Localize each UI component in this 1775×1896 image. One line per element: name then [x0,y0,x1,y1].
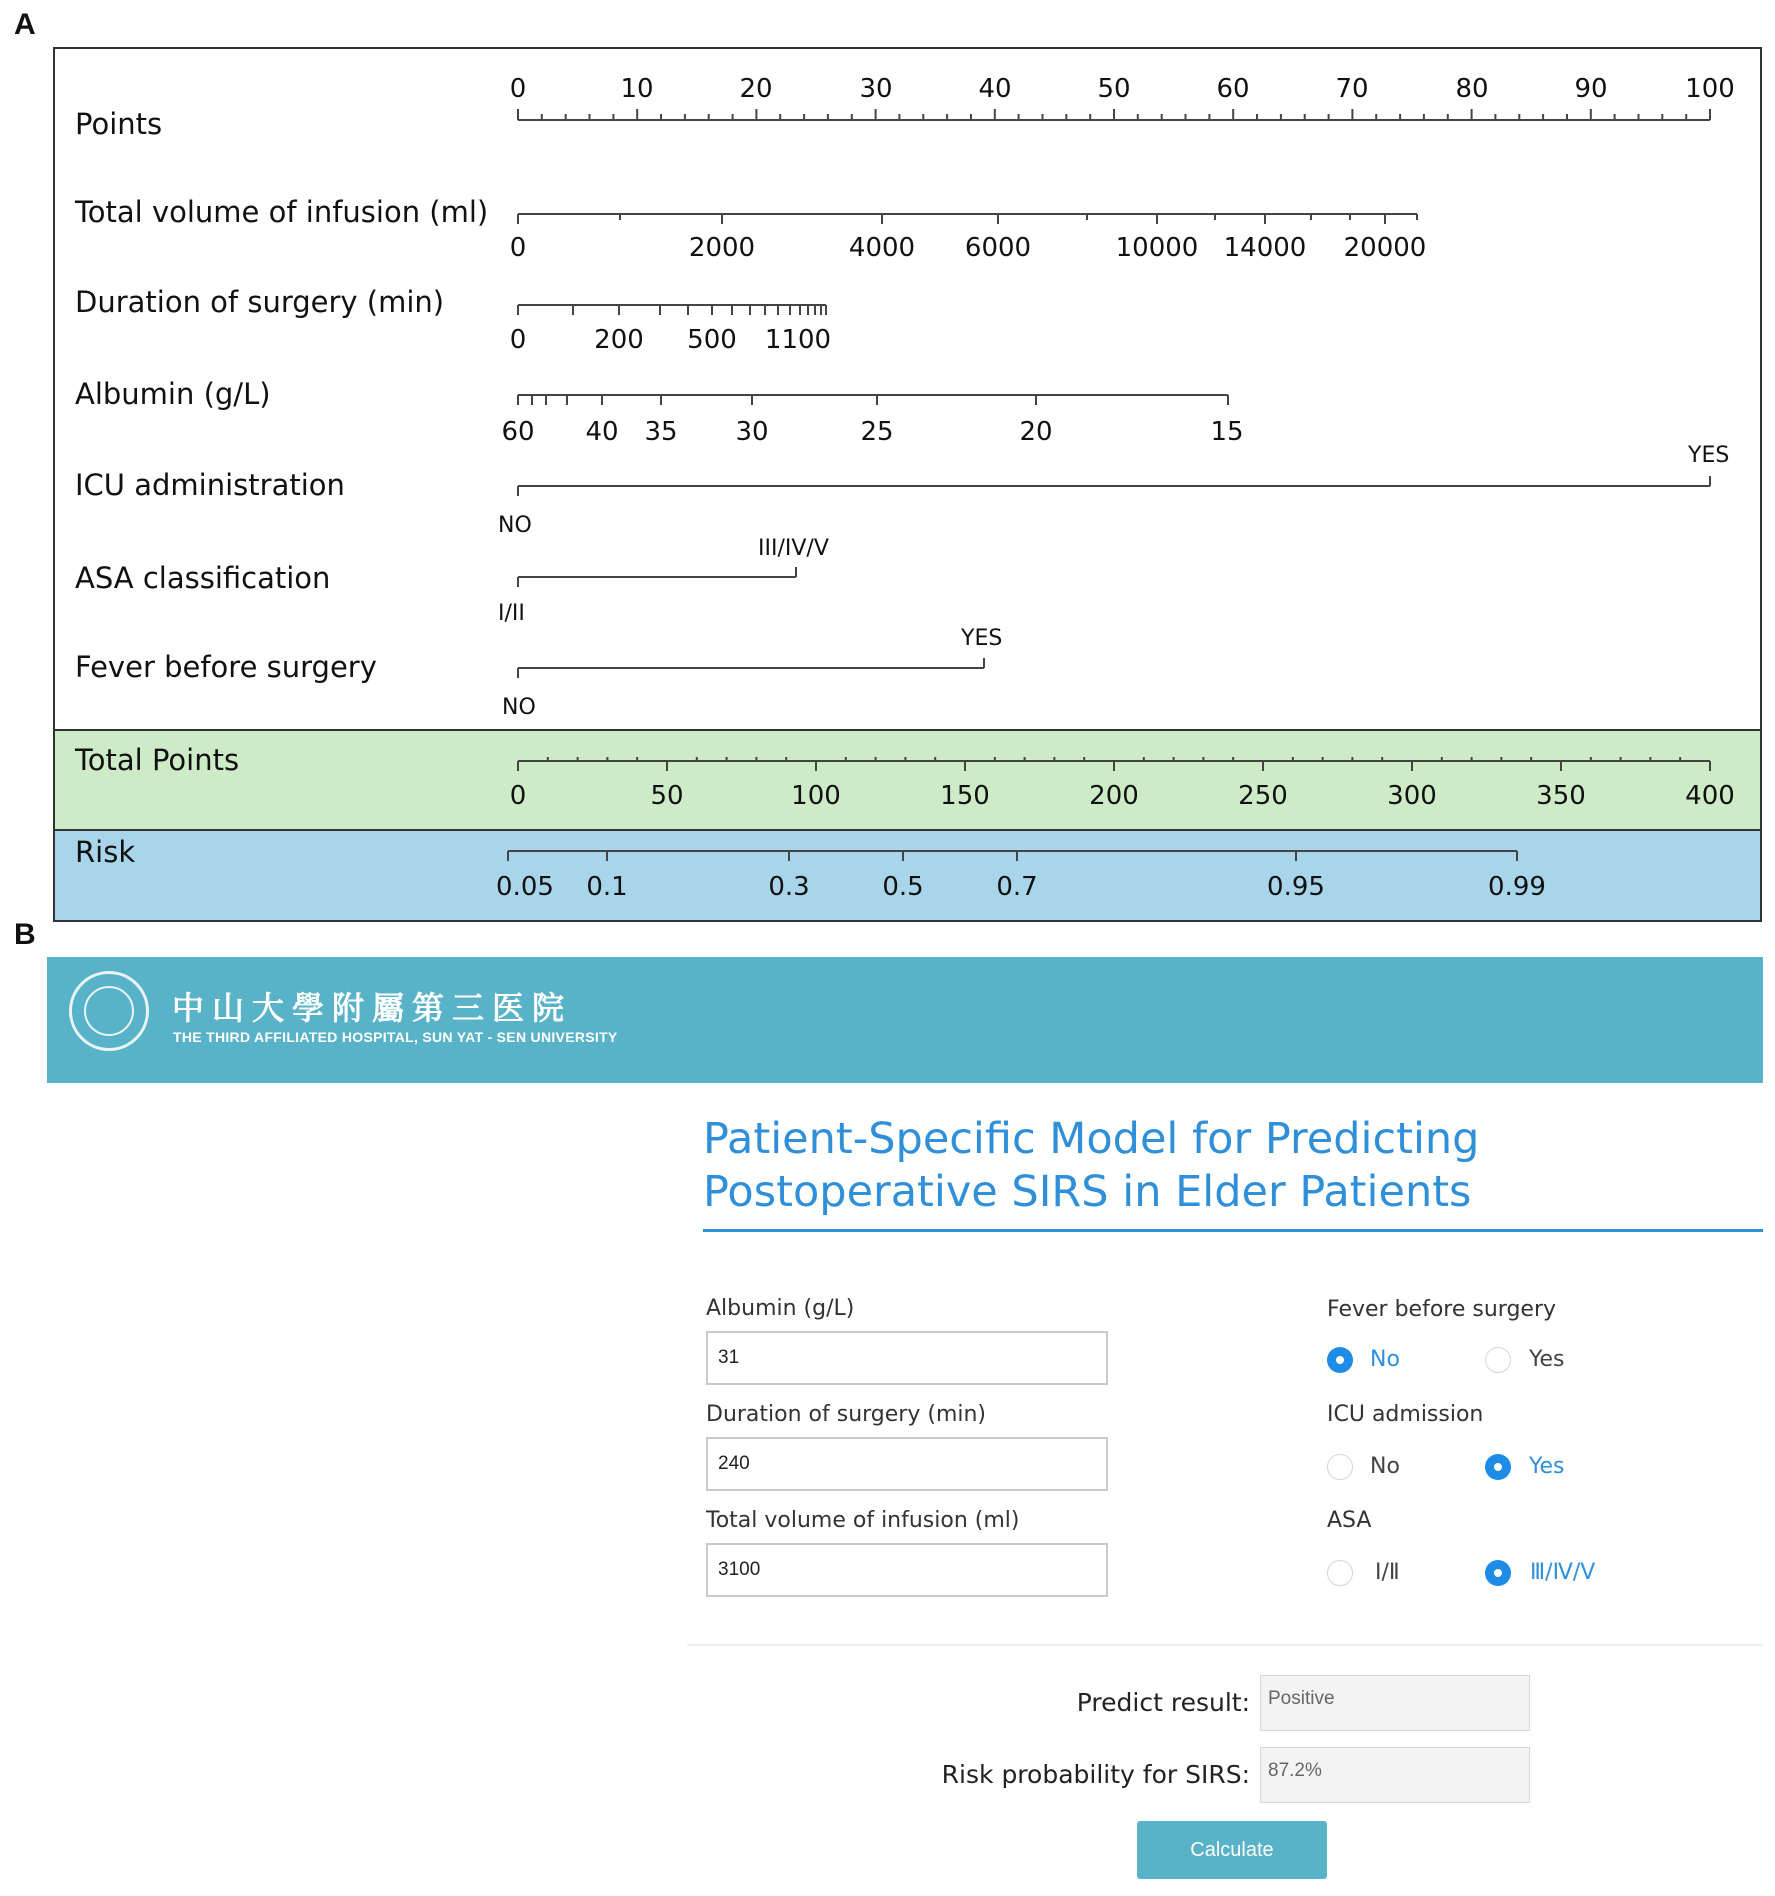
fever-no-radio[interactable] [1327,1347,1353,1373]
asa-low-label: I/II [498,601,525,626]
points-tick-label: 30 [859,74,893,104]
points-tick-label: 20 [739,74,773,104]
icu-no-option-label[interactable]: No [1370,1454,1400,1479]
asa-low-option-label[interactable]: Ⅰ/Ⅱ [1375,1560,1400,1585]
hospital-name-cn: 中山大學附屬第三医院 [172,989,573,1027]
duration-label: Duration of surgery (min) [706,1402,987,1427]
asa-high-radio[interactable] [1485,1560,1511,1586]
fever-no-label: NO [502,695,536,720]
hospital-banner [47,957,1763,1083]
albumin-row-label: Albumin (g/L) [75,377,271,411]
infusion-tick-label: 2000 [688,233,756,263]
total-tick-label: 100 [791,781,841,811]
total-tick-label: 250 [1238,781,1288,811]
asa-low-radio[interactable] [1327,1560,1353,1586]
icu-row-label: ICU administration [75,468,345,502]
infusion-label: Total volume of infusion (ml) [706,1508,1020,1533]
fever-yes-option-label[interactable]: Yes [1529,1347,1565,1372]
albumin-tick-label: 40 [585,417,619,447]
albumin-tick-label: 15 [1210,417,1244,447]
risk-tick-label: 0.05 [496,872,554,902]
panel-label-b: B [14,918,36,951]
risk-probability-field: 87.2% [1260,1747,1530,1803]
infusion-tick-label: 0 [509,233,527,263]
risk-tick-label: 0.3 [768,872,810,902]
total-tick-label: 350 [1536,781,1586,811]
risk-tick-label: 0.95 [1267,872,1325,902]
hospital-logo-icon [69,971,149,1051]
points-tick-label: 80 [1455,74,1489,104]
fever-row-label: Fever before surgery [75,650,377,684]
risk-tick-label: 0.1 [586,872,628,902]
infusion-tick-label: 14000 [1223,233,1307,263]
nomogram [0,0,1775,930]
icu-label: ICU admission [1327,1402,1484,1427]
albumin-label: Albumin (g/L) [706,1296,855,1321]
duration-tick-label: 200 [594,325,644,355]
infusion-tick-label: 4000 [848,233,916,263]
total-tick-label: 300 [1387,781,1437,811]
albumin-tick-label: 35 [644,417,678,447]
total-points-band [54,730,1761,830]
fever-yes-label: YES [961,626,1003,651]
duration-row-label: Duration of surgery (min) [75,285,445,319]
points-tick-label: 10 [620,74,654,104]
asa-label: ASA [1327,1508,1372,1533]
albumin-input[interactable] [706,1331,1108,1385]
infusion-tick-label: 6000 [964,233,1032,263]
section-divider [687,1644,1763,1646]
fever-label: Fever before surgery [1327,1297,1557,1322]
predict-result-label: Predict result: [1076,1688,1250,1717]
panel-label-a: A [14,8,36,41]
points-tick-label: 70 [1335,74,1369,104]
hospital-name-en: THE THIRD AFFILIATED HOSPITAL, SUN YAT - SEN UNIVERSITY [173,1029,618,1045]
calculate-button[interactable]: Calculate [1137,1821,1327,1879]
total-tick-label: 200 [1089,781,1139,811]
albumin-tick-label: 20 [1019,417,1053,447]
infusion-tick-label: 20000 [1343,233,1427,263]
icu-yes-option-label[interactable]: Yes [1529,1454,1565,1479]
points-tick-label: 50 [1097,74,1131,104]
icu-no-radio[interactable] [1327,1454,1353,1480]
albumin-tick-label: 60 [501,417,535,447]
points-tick-label: 90 [1574,74,1608,104]
risk-tick-label: 0.7 [996,872,1038,902]
asa-high-option-label[interactable]: Ⅲ/Ⅳ/Ⅴ [1530,1560,1596,1585]
risk-row-label: Risk [75,835,136,869]
total-tick-label: 50 [650,781,684,811]
icu-yes-radio[interactable] [1485,1454,1511,1480]
points-tick-label: 40 [978,74,1012,104]
asa-row-label: ASA classification [75,561,331,595]
infusion-row-label: Total volume of infusion (ml) [75,195,489,229]
infusion-tick-label: 10000 [1115,233,1199,263]
total-points-label: Total Points [75,743,240,777]
infusion-input[interactable] [706,1543,1108,1597]
duration-tick-label: 1100 [764,325,832,355]
predict-result-field: Positive [1260,1675,1530,1731]
points-tick-label: 60 [1216,74,1250,104]
duration-tick-label: 500 [687,325,737,355]
total-tick-label: 400 [1685,781,1735,811]
asa-high-label: III/IV/V [758,536,829,561]
albumin-tick-label: 25 [860,417,894,447]
points-row-label: Points [75,107,163,141]
fever-yes-radio[interactable] [1485,1347,1511,1373]
duration-tick-label: 0 [509,325,527,355]
total-tick-label: 150 [940,781,990,811]
title-underline [703,1229,1763,1232]
risk-tick-label: 0.5 [882,872,924,902]
risk-probability-label: Risk probability for SIRS: [941,1760,1250,1789]
total-tick-label: 0 [509,781,527,811]
icu-yes-label: YES [1688,443,1730,468]
icu-no-label: NO [498,513,532,538]
points-tick-label: 0 [509,74,527,104]
fever-no-option-label[interactable]: No [1370,1347,1400,1372]
points-tick-label: 100 [1685,74,1735,104]
albumin-tick-label: 30 [735,417,769,447]
risk-tick-label: 0.99 [1488,872,1546,902]
duration-input[interactable] [706,1437,1108,1491]
page-title: Patient-Specific Model for Predicting Postoperative SIRS in Elder Patients [703,1114,1480,1217]
